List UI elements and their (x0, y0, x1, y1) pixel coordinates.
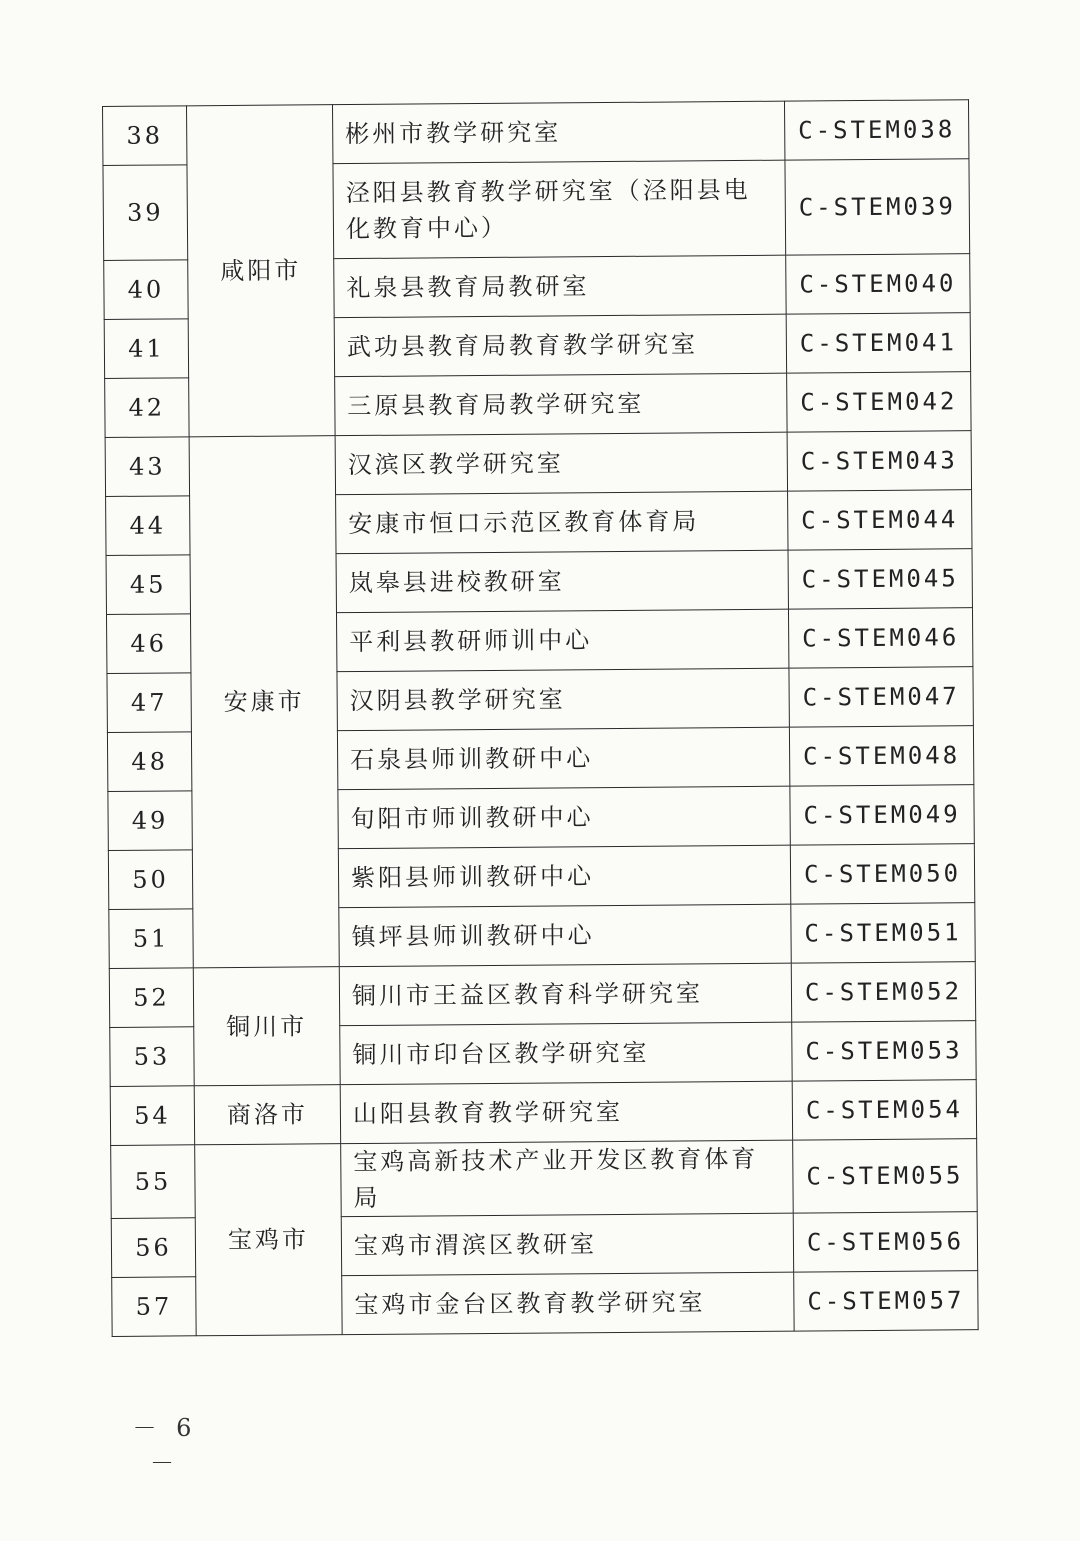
organization-name: 山阳县教育教学研究室 (340, 1081, 792, 1144)
row-number: 48 (107, 732, 191, 792)
organization-name: 旬阳市师训教研中心 (338, 786, 790, 849)
organization-name: 汉滨区教学研究室 (335, 432, 787, 495)
row-number: 55 (111, 1145, 196, 1219)
organization-name: 宝鸡市金台区教育教学研究室 (342, 1272, 794, 1335)
registration-code: C-STEM052 (791, 962, 975, 1022)
table-row (109, 962, 975, 1028)
registration-code: C-STEM047 (789, 667, 973, 727)
row-number: 47 (107, 673, 191, 733)
organization-name: 铜川市印台区教学研究室 (340, 1022, 792, 1085)
organization-name: 平利县教研师训中心 (336, 609, 788, 672)
row-number: 56 (111, 1218, 195, 1278)
registration-code: C-STEM053 (792, 1021, 976, 1081)
page-number: － 6 － (132, 1414, 198, 1477)
row-number: 40 (104, 260, 188, 320)
city-cell-ankang: 安康市 (189, 436, 339, 968)
organization-name: 三原县教育局教学研究室 (335, 373, 787, 436)
row-number: 57 (112, 1277, 196, 1337)
registration-code: C-STEM045 (788, 549, 972, 609)
registration-code: C-STEM056 (793, 1212, 977, 1272)
organization-name: 铜川市王益区教育科学研究室 (339, 963, 791, 1026)
organization-name: 岚皋县进校教研室 (336, 550, 788, 613)
organization-name: 石泉县师训教研中心 (337, 727, 789, 790)
registration-code: C-STEM057 (794, 1271, 978, 1331)
row-number: 42 (105, 378, 189, 438)
city-cell-baoji: 宝鸡市 (195, 1144, 342, 1336)
table-row (111, 1139, 978, 1219)
table-row (110, 1080, 976, 1146)
registration-code: C-STEM043 (787, 431, 971, 491)
organization-name: 镇坪县师训教研中心 (339, 904, 791, 967)
organization-name: 宝鸡高新技术产业开发区教育体育局 (341, 1140, 794, 1217)
row-number: 52 (109, 968, 193, 1028)
registration-code: C-STEM055 (793, 1139, 978, 1213)
organization-name: 武功县教育局教育教学研究室 (334, 314, 786, 377)
row-number: 39 (103, 165, 188, 261)
registration-code: C-STEM039 (785, 159, 970, 255)
row-number: 54 (110, 1086, 194, 1146)
city-cell-shangluo: 商洛市 (194, 1085, 340, 1145)
row-number: 49 (108, 791, 192, 851)
organization-name: 安康市恒口示范区教育体育局 (336, 491, 788, 554)
table-row (105, 431, 971, 497)
row-number: 43 (105, 437, 189, 497)
city-cell-xianyang: 咸阳市 (187, 105, 336, 437)
city-cell-tongchuan: 铜川市 (193, 967, 340, 1086)
row-number: 38 (103, 106, 187, 166)
registration-code: C-STEM049 (790, 785, 974, 845)
organization-name: 彬州市教学研究室 (332, 101, 784, 164)
organization-name: 汉阴县教学研究室 (337, 668, 789, 731)
registration-code: C-STEM040 (786, 254, 970, 314)
organization-name: 紫阳县师训教研中心 (338, 845, 790, 908)
row-number: 46 (106, 614, 190, 674)
registration-code: C-STEM054 (792, 1080, 976, 1140)
registration-code: C-STEM050 (790, 844, 974, 904)
row-number: 50 (108, 850, 192, 910)
registration-code: C-STEM041 (786, 313, 970, 373)
row-number: 51 (109, 909, 193, 969)
row-number: 45 (106, 555, 190, 615)
registration-code: C-STEM044 (788, 490, 972, 550)
organization-name: 宝鸡市渭滨区教研室 (341, 1213, 793, 1276)
organization-table (102, 99, 979, 1337)
row-number: 41 (104, 319, 188, 379)
organization-name: 泾阳县教育教学研究室（泾阳县电化教育中心） (333, 160, 786, 259)
registration-code: C-STEM048 (789, 726, 973, 786)
table-row (103, 100, 969, 166)
registration-code: C-STEM051 (791, 903, 975, 963)
row-number: 44 (106, 496, 190, 556)
registration-code: C-STEM038 (784, 100, 968, 160)
organization-name: 礼泉县教育局教研室 (334, 255, 786, 318)
registration-code: C-STEM042 (787, 372, 971, 432)
row-number: 53 (110, 1027, 194, 1087)
registration-code: C-STEM046 (788, 608, 972, 668)
